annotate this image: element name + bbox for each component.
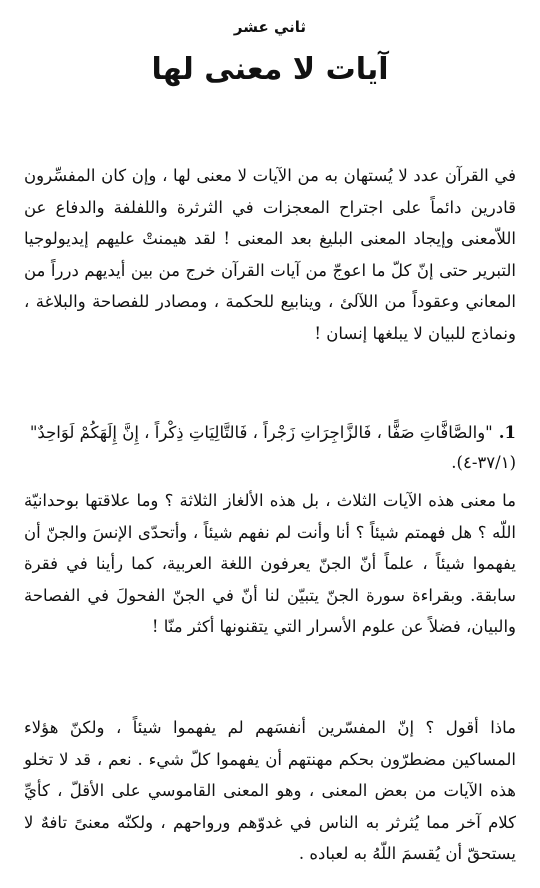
chapter-title: آيات لا معنى لها: [151, 52, 389, 87]
paragraph-commentary: ماذا أقول ؟ إنّ المفسّرين أنفسَهم لم يفهموا شيئاً ، ولكنّ هؤلاء المساكين مضطرّون بحكم مهنتهم أن يفهموا كلّ شيء . نعم ، قد لا تخلو هذه الآيات من بعض المعنى ، وهو المعنى القاموسي على الأقلّ ، كأيِّ كلام آخر مما يُثرثر به الناس في غدوّهم ورواحهم ، ولكنّه معنىً تافهٌ لا يستحقّ أن يُقسمَ اللّهُ به لعباده .: [24, 718, 516, 863]
chapter-label: ثاني عشر: [233, 18, 307, 36]
verse-quote: [24, 418, 516, 478]
paragraph-question: ما معنى هذه الآيات الثلاث ، بل هذه الألغاز الثلاثة ؟ وما علاقتها بوحدانيّة اللّه ؟ هل فهمتم شيئاً ؟ أنا وأنت لم نفهم شيئاً ، وأتحدّى الإنسَ والجنّ أن يفهموا شيئاً ، علماً أنّ الجنّ يعرفون اللغة العربية، كما رأينا في فقرة سابقة. وبقراءة سورة الجنّ يتبيّن لنا أنّ في الجنّ الفحولَ في الفصاحة والبيان، فضلاً عن علوم الأسرار التي يتقنونها أكثر منّا !: [24, 491, 516, 636]
verse-number: 1.: [498, 423, 516, 442]
paragraph-intro: في القرآن عدد لا يُستهان به من الآيات لا معنى لها ، وإن كان المفسِّرون قادرين دائماً على اجتراح المعجزات في الثرثرة واللفلفة والدفاع عن اللاّمعنى وإيجاد المعنى البليغ بعد المعنى ! لقد هيمنتْ عليهم إيديولوجيا التبرير حتى إنّ كلّ ما اعوجّ من آيات القرآن خرج من بين أيديهم درراً من المعاني وعقوداً من اللآلئ ، وينابيع للحكمة ، ومصادر للفصاحة والبلاغة ، ونماذج للبيان لا يبلغها إنسان !: [24, 166, 516, 343]
verse-text: "والصَّافَّاتِ صَفًّا ، فَالزَّاجِرَاتِ زَجْراً ، فَالتَّالِيَاتِ ذِكْراً ، إِنَّ إِلَهَكُمْ لَوَاحِدٌ" (٣٧/١-٤).: [29, 423, 516, 472]
